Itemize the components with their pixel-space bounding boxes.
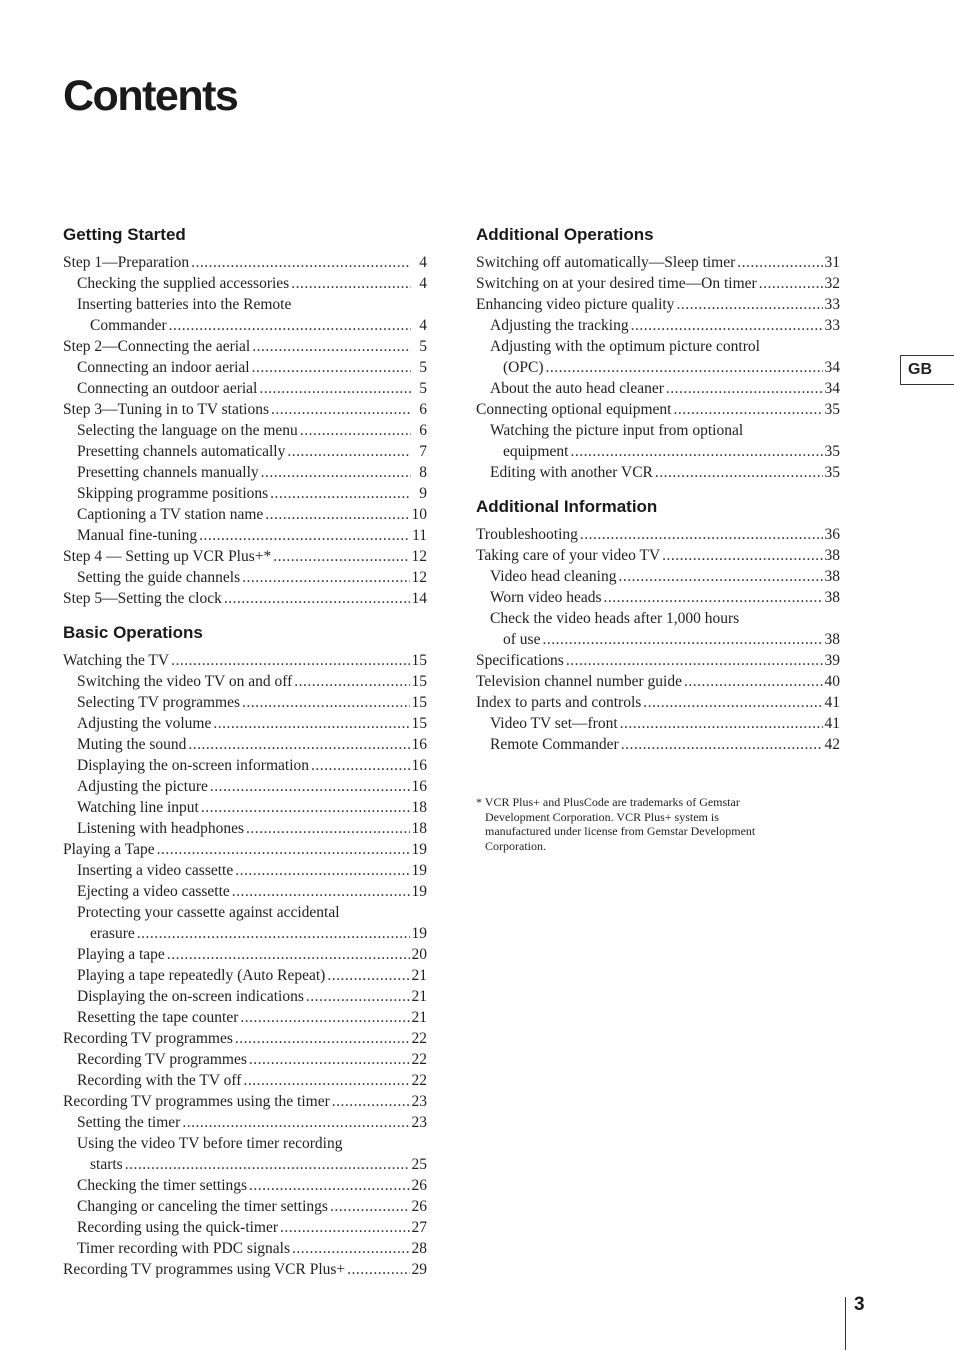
- toc-entry: [63, 252, 427, 273]
- entry-title: Timer recording with PDC signals: [77, 1240, 290, 1257]
- entry-title-continued: erasure: [90, 925, 135, 942]
- toc-entry: [63, 1217, 427, 1238]
- dot-leader: [188, 734, 409, 755]
- page-title: Contents: [63, 72, 238, 120]
- toc-right-column: [476, 224, 840, 853]
- entry-page-number: 26: [411, 1177, 427, 1194]
- entry-page-number: 33: [824, 317, 840, 334]
- entry-title: Recording TV programmes: [63, 1030, 233, 1047]
- toc-entry: [63, 902, 427, 944]
- entry-continuation-row: [77, 923, 427, 944]
- toc-entry: [63, 797, 427, 818]
- dot-leader: [232, 881, 410, 902]
- entry-title: Adjusting the volume: [77, 715, 212, 732]
- toc-entry: [63, 567, 427, 588]
- dot-leader: [137, 923, 410, 944]
- dot-leader: [604, 587, 823, 608]
- entry-title: Connecting an indoor aerial: [77, 359, 250, 376]
- dot-leader: [655, 462, 823, 483]
- entry-title: Displaying the on-screen indications: [77, 988, 304, 1005]
- entry-title: Displaying the on-screen information: [77, 757, 310, 774]
- dot-leader: [271, 399, 411, 420]
- dot-leader: [249, 1049, 410, 1070]
- entry-title: Switching the video TV on and off: [77, 673, 293, 690]
- page-number-rule: [845, 1297, 846, 1350]
- entry-page-number: 35: [824, 401, 840, 418]
- entry-page-number: 38: [824, 631, 840, 648]
- entry-title: Video TV set—front: [490, 715, 618, 732]
- toc-entry: [63, 986, 427, 1007]
- entry-page-number: 16: [411, 778, 427, 795]
- entry-title: Troubleshooting: [476, 526, 578, 543]
- entry-page-number: 12: [411, 548, 427, 565]
- toc-entry: [476, 420, 840, 462]
- entry-title: Manual fine-tuning: [77, 527, 198, 544]
- dot-leader: [759, 273, 823, 294]
- entry-page-number: 39: [824, 652, 840, 669]
- dot-leader: [332, 1091, 410, 1112]
- toc-entry: [63, 1028, 427, 1049]
- entry-title: Watching line input: [77, 799, 199, 816]
- entry-page-number: 15: [411, 715, 427, 732]
- dot-leader: [125, 1154, 410, 1175]
- entry-title: Setting the timer: [77, 1114, 181, 1131]
- toc-entry: [63, 1091, 427, 1112]
- entry-page-number: 19: [411, 841, 427, 858]
- entry-title: Protecting your cassette against accidental: [77, 904, 340, 921]
- toc-left-column: [63, 224, 427, 1293]
- toc-entry: [63, 1133, 427, 1175]
- toc-entry: [63, 546, 427, 567]
- entry-page-number: 5: [419, 338, 427, 355]
- entry-page-number: 23: [411, 1114, 427, 1131]
- entry-page-number: 9: [419, 485, 427, 502]
- toc-entry: [63, 441, 427, 462]
- entry-title: Listening with headphones: [77, 820, 245, 837]
- entry-page-number: 22: [411, 1051, 427, 1068]
- entry-page-number: 33: [824, 296, 840, 313]
- toc-entry: [63, 588, 427, 609]
- toc-entry: [476, 566, 840, 587]
- entry-title-continued: starts: [90, 1156, 123, 1173]
- entry-title: Ejecting a video cassette: [77, 883, 230, 900]
- entry-page-number: 34: [824, 380, 840, 397]
- toc-entry: [476, 545, 840, 566]
- dot-leader: [259, 378, 411, 399]
- entry-title: Recording using the quick-timer: [77, 1219, 279, 1236]
- toc-entry: [63, 1175, 427, 1196]
- toc-entry: [476, 273, 840, 294]
- entry-page-number: 16: [411, 736, 427, 753]
- toc-entry: [63, 399, 427, 420]
- entry-title: Recording TV programmes using the timer: [63, 1093, 330, 1110]
- toc-entry: [63, 420, 427, 441]
- dot-leader: [199, 525, 410, 546]
- dot-leader: [213, 713, 409, 734]
- dot-leader: [542, 629, 822, 650]
- toc-entry: [63, 1238, 427, 1259]
- dot-leader: [270, 483, 411, 504]
- dot-leader: [242, 567, 409, 588]
- entry-title: Skipping programme positions: [77, 485, 269, 502]
- entry-page-number: 28: [411, 1240, 427, 1257]
- entry-page-number: 41: [824, 694, 840, 711]
- toc-entry: [476, 608, 840, 650]
- footnote-line: Corporation.: [485, 838, 546, 853]
- entry-title: About the auto head cleaner: [490, 380, 664, 397]
- entry-page-number: 18: [411, 820, 427, 837]
- entry-page-number: 22: [411, 1072, 427, 1089]
- entry-title: Watching the picture input from optional: [490, 422, 744, 439]
- toc-section: [476, 224, 840, 483]
- entry-title: Video head cleaning: [490, 568, 617, 585]
- dot-leader: [311, 755, 409, 776]
- entry-title: Editing with another VCR: [490, 464, 653, 481]
- toc-entry: [476, 315, 840, 336]
- toc-entry: [476, 692, 840, 713]
- entry-page-number: 19: [411, 862, 427, 879]
- entry-page-number: 4: [419, 275, 427, 292]
- entry-title: Step 5—Setting the clock: [63, 590, 222, 607]
- entry-title: Remote Commander: [490, 736, 619, 753]
- entry-page-number: 35: [824, 464, 840, 481]
- entry-title: Connecting an outdoor aerial: [77, 380, 258, 397]
- entry-title-continued: Commander: [90, 317, 167, 334]
- footnote-line: Development Corporation. VCR Plus+ system is: [485, 809, 719, 824]
- dot-leader: [210, 776, 410, 797]
- dot-leader: [280, 1217, 409, 1238]
- footnote-line: * VCR Plus+ and PlusCode are trademarks of Gemstar: [476, 795, 740, 809]
- entry-title: Worn video heads: [490, 589, 602, 606]
- dot-leader: [167, 944, 410, 965]
- entry-title: Watching the TV: [63, 652, 170, 669]
- dot-leader: [306, 986, 410, 1007]
- entry-page-number: 21: [411, 967, 427, 984]
- toc-entry: [63, 1259, 427, 1280]
- dot-leader: [566, 650, 823, 671]
- entry-page-number: 21: [411, 988, 427, 1005]
- toc-entry: [476, 650, 840, 671]
- toc-entry: [63, 776, 427, 797]
- toc-entry: [63, 734, 427, 755]
- entry-page-number: 22: [411, 1030, 427, 1047]
- entry-title: Adjusting with the optimum picture control: [490, 338, 760, 355]
- entry-title: Television channel number guide: [476, 673, 682, 690]
- dot-leader: [676, 294, 822, 315]
- dot-leader: [618, 566, 822, 587]
- toc-entry: [476, 378, 840, 399]
- toc-entry: [476, 587, 840, 608]
- toc-section: [63, 224, 427, 609]
- entry-title: Step 3—Tuning in to TV stations: [63, 401, 269, 418]
- entry-page-number: 41: [824, 715, 840, 732]
- toc-entry: [476, 713, 840, 734]
- footnote: [476, 795, 840, 853]
- entry-title: Recording TV programmes using VCR Plus+: [63, 1261, 346, 1278]
- entry-title: Inserting batteries into the Remote: [77, 296, 292, 313]
- section-heading: Getting Started: [63, 225, 186, 244]
- dot-leader: [300, 420, 411, 441]
- entry-title-continued: (OPC): [503, 359, 544, 376]
- entry-title: Check the video heads after 1,000 hours: [490, 610, 740, 627]
- dot-leader: [327, 965, 409, 986]
- entry-page-number: 7: [419, 443, 427, 460]
- entry-page-number: 10: [411, 506, 427, 523]
- entry-page-number: 6: [419, 422, 427, 439]
- toc-entry: [63, 1112, 427, 1133]
- dot-leader: [235, 860, 409, 881]
- toc-entry: [63, 692, 427, 713]
- entry-title: Index to parts and controls: [476, 694, 642, 711]
- dot-leader: [292, 1238, 410, 1259]
- toc-entry: [476, 252, 840, 273]
- entry-title: Inserting a video cassette: [77, 862, 234, 879]
- toc-entry: [63, 525, 427, 546]
- dot-leader: [201, 797, 410, 818]
- dot-leader: [240, 1007, 409, 1028]
- entry-page-number: 12: [411, 569, 427, 586]
- dot-leader: [261, 462, 411, 483]
- entry-page-number: 5: [419, 359, 427, 376]
- dot-leader: [249, 1175, 409, 1196]
- toc-entry: [63, 965, 427, 986]
- toc-entry: [63, 818, 427, 839]
- dot-leader: [182, 1112, 409, 1133]
- toc-entry: [63, 378, 427, 399]
- toc-entry: [476, 294, 840, 315]
- toc-entry: [63, 1196, 427, 1217]
- dot-leader: [620, 713, 823, 734]
- entry-page-number: 36: [824, 526, 840, 543]
- entry-title: Selecting TV programmes: [77, 694, 241, 711]
- entry-continuation-row: [77, 1154, 427, 1175]
- entry-title: Step 1—Preparation: [63, 254, 190, 271]
- entry-title: Recording TV programmes: [77, 1051, 247, 1068]
- dot-leader: [330, 1196, 410, 1217]
- dot-leader: [545, 357, 822, 378]
- dot-leader: [684, 671, 823, 692]
- toc-entry: [63, 1070, 427, 1091]
- entry-page-number: 40: [824, 673, 840, 690]
- entry-page-number: 8: [419, 464, 427, 481]
- entry-page-number: 31: [824, 254, 840, 271]
- entry-continuation-row: [490, 629, 840, 650]
- entry-page-number: 20: [411, 946, 427, 963]
- entry-title: Playing a tape repeatedly (Auto Repeat): [77, 967, 326, 984]
- entry-title: Taking care of your video TV: [476, 547, 661, 564]
- entry-page-number: 4: [419, 317, 427, 334]
- entry-continuation-row: [490, 357, 840, 378]
- entry-title: Using the video TV before timer recording: [77, 1135, 343, 1152]
- entry-page-number: 11: [412, 527, 427, 544]
- entry-page-number: 27: [411, 1219, 427, 1236]
- dot-leader: [570, 441, 822, 462]
- dot-leader: [169, 315, 411, 336]
- dot-leader: [235, 1028, 410, 1049]
- dot-leader: [580, 524, 823, 545]
- entry-title: Resetting the tape counter: [77, 1009, 239, 1026]
- dot-leader: [621, 734, 823, 755]
- dot-leader: [666, 378, 823, 399]
- entry-title: Setting the guide channels: [77, 569, 241, 586]
- entry-title: Connecting optional equipment: [476, 401, 672, 418]
- toc-entry: [63, 713, 427, 734]
- toc-entry: [63, 881, 427, 902]
- entry-page-number: 16: [411, 757, 427, 774]
- entry-page-number: 19: [411, 883, 427, 900]
- entry-continuation-row: [490, 441, 840, 462]
- entry-page-number: 15: [411, 694, 427, 711]
- entry-title: Checking the supplied accessories: [77, 275, 290, 292]
- entry-title: Presetting channels automatically: [77, 443, 286, 460]
- dot-leader: [171, 650, 409, 671]
- dot-leader: [252, 357, 411, 378]
- entry-continuation-row: [77, 315, 427, 336]
- entry-page-number: 32: [824, 275, 840, 292]
- toc-entry: [476, 524, 840, 545]
- toc-entry: [63, 483, 427, 504]
- entry-page-number: 38: [824, 568, 840, 585]
- dot-leader: [252, 336, 411, 357]
- toc-entry: [63, 1007, 427, 1028]
- section-heading: Basic Operations: [63, 623, 203, 642]
- entry-title: Switching on at your desired time—On timer: [476, 275, 757, 292]
- entry-title: Checking the timer settings: [77, 1177, 248, 1194]
- entry-title: Presetting channels manually: [77, 464, 259, 481]
- toc-entry: [476, 734, 840, 755]
- entry-page-number: 4: [419, 254, 427, 271]
- toc-entry: [476, 336, 840, 378]
- entry-page-number: 21: [411, 1009, 427, 1026]
- dot-leader: [243, 1070, 409, 1091]
- footnote-line: manufactured under license from Gemstar Development: [485, 824, 756, 838]
- entry-title: Selecting the language on the menu: [77, 422, 298, 439]
- toc-entry: [476, 671, 840, 692]
- toc-entry: [63, 755, 427, 776]
- dot-leader: [224, 588, 410, 609]
- toc-entry: [63, 671, 427, 692]
- language-tab: GB: [900, 355, 954, 385]
- entry-title-continued: of use: [503, 631, 541, 648]
- toc-entry: [63, 1049, 427, 1070]
- entry-title: Step 2—Connecting the aerial: [63, 338, 251, 355]
- toc-entry: [476, 399, 840, 420]
- toc-entry: [63, 357, 427, 378]
- entry-title: Switching off automatically—Sleep timer: [476, 254, 736, 271]
- dot-leader: [157, 839, 410, 860]
- entry-title: Playing a tape: [77, 946, 165, 963]
- dot-leader: [662, 545, 822, 566]
- dot-leader: [265, 504, 409, 525]
- toc-entry: [63, 273, 427, 294]
- dot-leader: [291, 273, 411, 294]
- toc-entry: [63, 336, 427, 357]
- entry-page-number: 14: [411, 590, 427, 607]
- toc-entry: [63, 294, 427, 336]
- dot-leader: [643, 692, 822, 713]
- entry-page-number: 18: [411, 799, 427, 816]
- entry-title: Specifications: [476, 652, 564, 669]
- dot-leader: [737, 252, 822, 273]
- entry-page-number: 15: [411, 673, 427, 690]
- entry-title: Enhancing video picture quality: [476, 296, 675, 313]
- entry-page-number: 19: [411, 925, 427, 942]
- section-heading: Additional Information: [476, 497, 658, 516]
- toc-entry: [476, 462, 840, 483]
- entry-title-continued: equipment: [503, 443, 569, 460]
- entry-page-number: 25: [411, 1156, 427, 1173]
- entry-page-number: 6: [419, 401, 427, 418]
- toc-entry: [63, 860, 427, 881]
- dot-leader: [246, 818, 409, 839]
- page-number: 3: [854, 1294, 865, 1315]
- section-heading: Additional Operations: [476, 225, 654, 244]
- toc-entry: [63, 944, 427, 965]
- entry-page-number: 38: [824, 547, 840, 564]
- entry-page-number: 34: [824, 359, 840, 376]
- entry-title: Muting the sound: [77, 736, 187, 753]
- entry-page-number: 15: [411, 652, 427, 669]
- toc-entry: [63, 462, 427, 483]
- dot-leader: [242, 692, 409, 713]
- toc-entry: [63, 650, 427, 671]
- entry-page-number: 5: [419, 380, 427, 397]
- dot-leader: [273, 546, 409, 567]
- dot-leader: [673, 399, 822, 420]
- entry-page-number: 38: [824, 589, 840, 606]
- toc-entry: [63, 504, 427, 525]
- toc-entry: [63, 839, 427, 860]
- dot-leader: [191, 252, 411, 273]
- toc-section: [63, 622, 427, 1280]
- entry-title: Recording with the TV off: [77, 1072, 242, 1089]
- entry-title: Adjusting the picture: [77, 778, 208, 795]
- dot-leader: [287, 441, 411, 462]
- dot-leader: [347, 1259, 409, 1280]
- entry-title: Playing a Tape: [63, 841, 155, 858]
- entry-page-number: 26: [411, 1198, 427, 1215]
- entry-page-number: 42: [824, 736, 840, 753]
- entry-title: Changing or canceling the timer settings: [77, 1198, 328, 1215]
- entry-title: Step 4 — Setting up VCR Plus+*: [63, 548, 272, 565]
- toc-section: [476, 496, 840, 755]
- entry-title: Adjusting the tracking: [490, 317, 629, 334]
- entry-page-number: 29: [411, 1261, 427, 1278]
- dot-leader: [294, 671, 409, 692]
- dot-leader: [631, 315, 823, 336]
- entry-title: Captioning a TV station name: [77, 506, 264, 523]
- entry-page-number: 35: [824, 443, 840, 460]
- entry-page-number: 23: [411, 1093, 427, 1110]
